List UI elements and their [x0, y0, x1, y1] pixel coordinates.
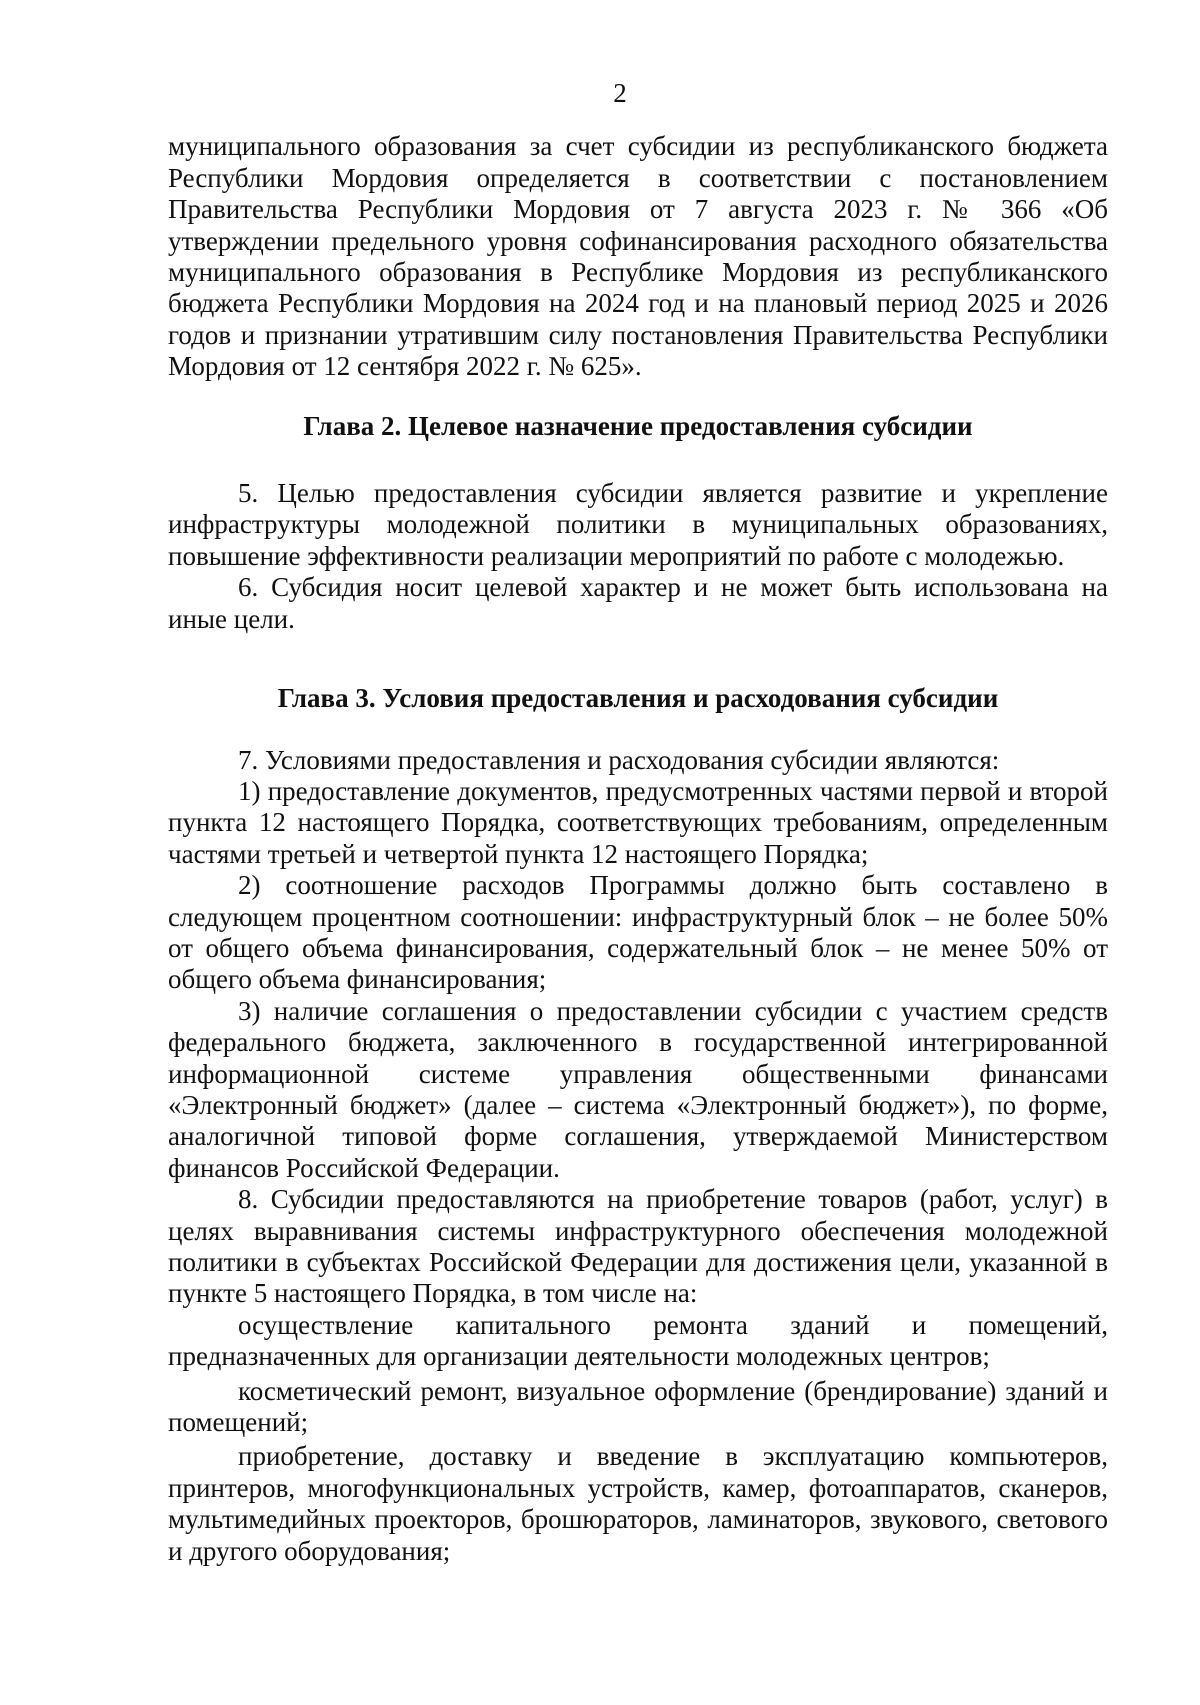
paragraph-8-item-cosmetic-repair: косметический ремонт, визуальное оформление (брендирование) зданий и помещений; [168, 1375, 1108, 1438]
paragraph-8: 8. Субсидии предоставляются на приобретение товаров (работ, услуг) в целях выравнивания системы инфраструктурного обеспечения молодежной политики в субъектах Российской Федерации для достижения цели, указанной в пункте 5 настоящего Порядка, в том числе на: [168, 1184, 1108, 1309]
page-number: 2 [613, 78, 627, 108]
paragraph-6: 6. Субсидия носит целевой характер и не может быть использована на иные цели. [168, 572, 1108, 634]
chapter-3-heading: Глава 3. Условия предоставления и расходования субсидии [277, 683, 999, 714]
paragraph-7-item-1: 1) предоставление документов, предусмотренных частями первой и второй пункта 12 настоящего Порядка, соответствующих требованиям, определенным частями третьей и четвертой пункта 12 настоящего Порядка; [168, 775, 1108, 869]
paragraph-8-item-equipment: приобретение, доставку и введение в эксплуатацию компьютеров, принтеров, многофункциональных устройств, камер, фотоаппаратов, сканеров, мультимедийных проекторов, брошюраторов, ламинаторов, звукового, светового и другого оборудования; [168, 1441, 1108, 1566]
paragraph-7-item-3: 3) наличие соглашения о предоставлении субсидии с участием средств федерального бюджета, заключенного в государственной интегрированной информационной системе управления общественными финансами «Электронный бюджет» (далее – система «Электронный бюджет»), по форме, аналогичной типовой форме соглашения, утверждаемой Министерством финансов Российской Федерации. [168, 995, 1108, 1183]
paragraph-continuation: муниципального образования за счет субсидии из республиканского бюджета Республики Мордовия определяется в соответствии с постановлением Правительства Республики Мордовия от 7 августа 2023 г. № 366 «Об утверждении предельного уровня софинансирования расходного обязательства муниципального образования в Республике Мордовия из республиканского бюджета Республики Мордовия на 2024 год и на плановый период 2025 и 2026 годов и признании утратившим силу постановления Правительства Республики Мордовия от 12 сентября 2022 г. № 625». [168, 131, 1108, 382]
paragraph-8-item-capital-repair: осуществление капитального ремонта зданий и помещений, предназначенных для организации деятельности молодежных центров; [168, 1309, 1108, 1372]
chapter-2-heading: Глава 2. Целевое назначение предоставления субсидии [303, 410, 973, 441]
paragraph-7-item-2: 2) соотношение расходов Программы должно быть составлено в следующем процентном соотношении: инфраструктурный блок – не более 50% от общего объема финансирования, содержательный блок – не менее 50% от общего объема финансирования; [168, 870, 1108, 995]
paragraph-7: 7. Условиями предоставления и расходования субсидии являются: [238, 744, 1000, 775]
paragraph-5: 5. Целью предоставления субсидии является развитие и укрепление инфраструктуры молодежной политики в муниципальных образованиях, повышение эффективности реализации мероприятий по работе с молодежью. [168, 478, 1108, 571]
